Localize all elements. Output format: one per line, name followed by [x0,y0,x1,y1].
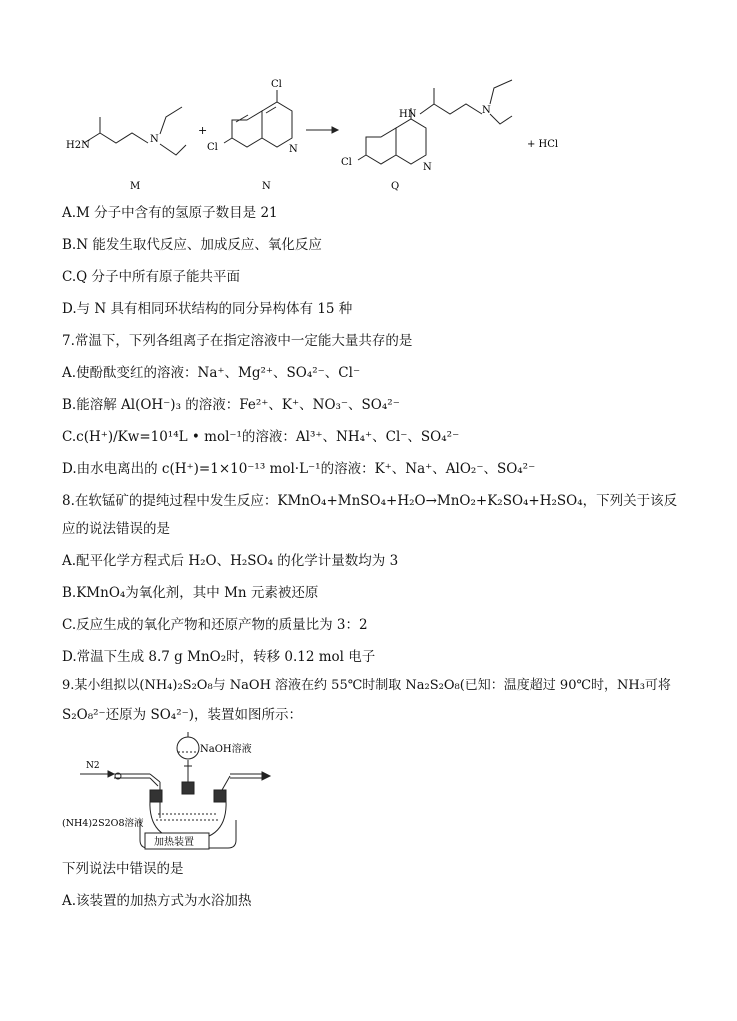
q7-option-b: B.能溶解 Al(OH⁻)₃ 的溶液：Fe²⁺、K⁺、NO₃⁻、SO₄²⁻ [62,397,400,413]
atom-cl-q: Cl [341,157,352,168]
q8-option-c: C.反应生成的氧化产物和还原产物的质量比为 3：2 [62,617,368,633]
molecule-q [358,80,512,164]
atom-n-q: N [482,105,491,116]
apparatus-diagram [0,730,737,850]
molecule-n [224,90,292,147]
atom-n-ring: N [289,144,298,155]
plus-sign: + [198,124,208,137]
molecule-m [84,107,186,155]
label-m: M [130,181,141,192]
q8-option-b: B.KMnO₄为氧化剂，其中 Mn 元素被还原 [62,585,319,601]
q9-option-a: A.该装置的加热方式为水浴加热 [62,893,252,909]
q6-option-a: A.M 分子中含有的氢原子数目是 21 [62,205,278,221]
q6-option-d: D.与 N 具有相同环状结构的同分异构体有 15 种 [62,301,353,317]
reaction-scheme [0,0,737,200]
atom-cl-n-top: Cl [271,79,282,90]
q8-stem-line2: 应的说法错误的是 [62,521,170,537]
q9-stem-line1: 9.某小组拟以(NH₄)₂S₂O₈与 NaOH 溶液在约 55℃时制取 Na₂S₂O₈(已知：温度超过 90℃时，NH₃可将 [62,678,671,693]
atom-h2n: H2N [66,140,90,151]
q7-option-c: C.c(H⁺)/Kw=10¹⁴L • mol⁻¹的溶液：Al³⁺、NH₄⁺、Cl⁻、SO₄²⁻ [62,429,460,445]
q9-question: 下列说法中错误的是 [62,861,184,877]
atom-cl-n-left: Cl [207,142,218,153]
reaction-arrow [306,127,338,133]
atom-hn: HN [399,109,417,120]
naoh-label: NaOH溶液 [200,744,252,755]
q7-option-a: A.使酚酞变红的溶液：Na⁺、Mg²⁺、SO₄²⁻、Cl⁻ [62,365,361,381]
flask-solution-label: (NH4)2S2O8溶液 [62,818,144,829]
q9-stem-line2: S₂O₈²⁻还原为 SO₄²⁻)，装置如图所示： [62,707,303,723]
byproduct-hcl: + HCl [527,139,559,150]
q7-stem: 7.常温下，下列各组离子在指定溶液中一定能大量共存的是 [62,333,413,349]
q6-option-b: B.N 能发生取代反应、加成反应、氧化反应 [62,237,322,253]
atom-n-q-ring: N [423,162,432,173]
heater-label: 加热装置 [154,837,194,848]
q8-option-d: D.常温下生成 8.7 g MnO₂时，转移 0.12 mol 电子 [62,649,376,665]
q8-stem-line1: 8.在软锰矿的提纯过程中发生反应：KMnO₄+MnSO₄+H₂O→MnO₂+K₂SO₄+H₂SO₄，下列关于该反 [62,493,678,509]
q8-option-a: A.配平化学方程式后 H₂O、H₂SO₄ 的化学计量数均为 3 [62,553,399,569]
q6-option-c: C.Q 分子中所有原子能共平面 [62,269,240,285]
atom-n-m: N [150,134,159,145]
label-q: Q [391,181,400,192]
q7-option-d: D.由水电离出的 c(H⁺)=1×10⁻¹³ mol·L⁻¹的溶液：K⁺、Na⁺、AlO₂⁻、SO₄²⁻ [62,461,536,477]
label-n: N [262,181,271,192]
n2-label: N2 [86,761,100,771]
